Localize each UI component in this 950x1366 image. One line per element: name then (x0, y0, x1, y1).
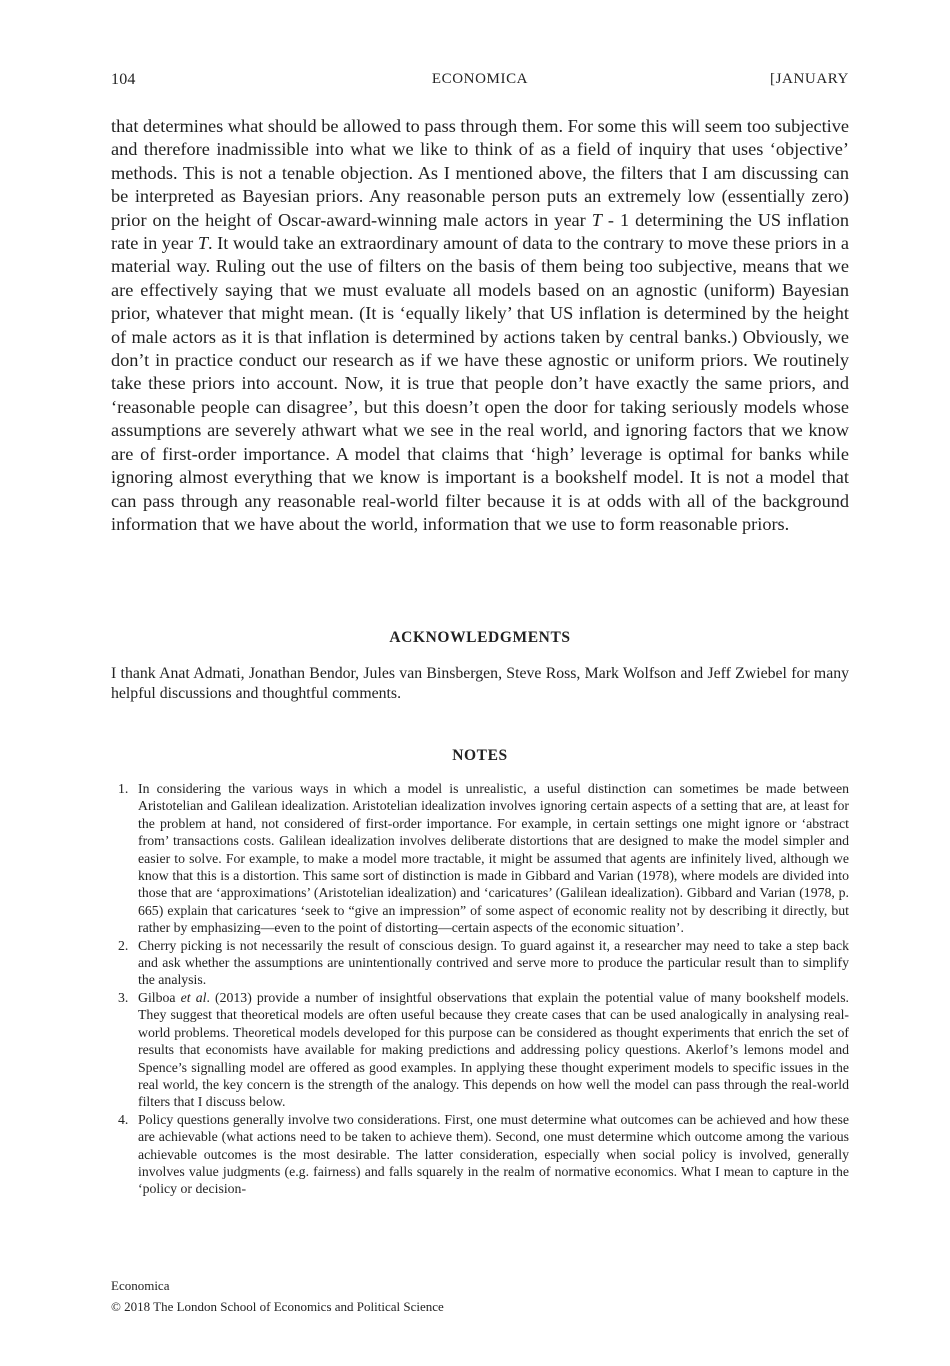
page-footer (111, 1275, 444, 1317)
issue-label: [JANUARY (770, 71, 849, 87)
acknowledgments-heading: ACKNOWLEDGMENTS (389, 629, 571, 646)
body-paragraph (111, 115, 849, 536)
body-text-part: . It would take an extraordinary amount of data to the contrary to move these priors in a material way. Ruling out the use of filters on the basis of them being too subjective, means that we are effectively saying that we must evaluate all models based on an agnostic (uniform) Bayesian prior, whatever that might mean. (It is ‘equally likely’ that US inflation is determined by the height of male actors as it is that inflation is determined by actions taken by central banks.) Obviously, we don’t in practice conduct our research as if we have these agnostic or uniform priors. We routinely take these priors into account. Now, it is true that people don’t have exactly the same priors, and ‘reasonable people can disagree’, but this doesn’t open the door for taking seriously models whose assumptions are severely athwart what we see in the real world, and ignoring factors that we know are of first-order importance. A model that claims that ‘high’ leverage is optimal for banks while ignoring almost everything that we know is important is a bookshelf model. It is not a model that can pass through any reasonable real-world filter because it is at odds with all of the background information that we have about the world, information that we use to form reasonable priors. (111, 233, 849, 534)
note-text: Cherry picking is not necessarily the result of conscious design. To guard against it, a researcher may need to take a step back and ask whether the assumptions are unintentionally contrived and serve more to produce the particular result than to simplify the analysis. (138, 937, 849, 988)
footer-journal: Economica (111, 1278, 170, 1293)
note-text: Policy questions generally involve two considerations. First, one must determine what outcomes can be achieved and how these are achievable (what actions need to be taken to achieve them). Second, one must determine which outcome among the various achievable outcomes is the most desirable. The latter consideration, especially when social policy is involved, generally involves value judgments (e.g. fairness) and falls squarely in the realm of normative economics. What I mean to capture in the ‘policy or decision- (138, 1111, 849, 1197)
body-text-part: - 1 determining the US inflation rate in year (111, 209, 850, 254)
notes-list (111, 780, 849, 1198)
journal-title: ECONOMICA (431, 71, 529, 87)
running-head (111, 71, 849, 93)
note-number: 4. (118, 1111, 129, 1127)
acknowledgments-text: I thank Anat Admati, Jonathan Bendor, Jules van Binsbergen, Steve Ross, Mark Wolfson and Jeff Zwiebel for many helpful discussions and thoughtful comments. (111, 665, 849, 702)
notes-heading: NOTES (452, 747, 508, 764)
note-text: . (2013) provide a number of insightful observations that explain the potential value of many bookshelf models. They suggest that theoretical models are often useful because they create cases that can be used analogically in analysing real-world problems. Theoretical models developed for this purpose can be considered as thought experiments that enrich the set of results that economists have available for making predictions and addressing policy questions. Akerlof’s lemons model and Spence’s signalling model are offered as good examples. In applying these thought experiment models to specific issues in the real world, the key concern is the strength of the analogy. This depends on how well the model can pass through the real-world filters that I discuss below. (138, 989, 850, 1110)
note-author: Gilboa (138, 989, 181, 1005)
note-number: 2. (118, 937, 129, 953)
note-et-al: et al (180, 989, 207, 1005)
footer-copyright: © 2018 The London School of Economics and Political Science (111, 1299, 444, 1314)
note-number: 3. (118, 989, 129, 1005)
variable-T: T (591, 209, 602, 230)
note-1 (111, 780, 849, 937)
note-number: 1. (118, 781, 129, 796)
note-text: In considering the various ways in which a model is unrealistic, a useful distinction can sometimes be made between Aristotelian and Galilean idealization. Aristotelian idealization involves ignoring certain aspects of a setting that are, at least for the problem at hand, not considered of first-order importance. For example, in certain settings one might ignore or ‘abstract from’ transactions costs. Galilean idealization involves deliberate distortions that are designed to make the model simpler and easier to solve. For example, to make a model more tractable, it might be assumed that agents are infinitely lived, although we know that this is a distortion. This same sort of distinction is made in Gibbard and Varian (1978), where models are divided into those that are ‘approximations’ (Aristotelian idealization) and ‘caricatures’ (Galilean idealization). Gibbard and Varian (1978, p. 665) explain that caricatures ‘seek to “give an impression” of some aspect of economic reality not by describing it directly, but rather by emphasizing—even to the point of distorting—certain aspects of the economic situation’. (138, 781, 849, 936)
variable-T: T (197, 233, 209, 254)
note-4 (111, 1111, 849, 1198)
page-number: 104 (111, 71, 136, 88)
note-3 (111, 989, 849, 1111)
note-2 (111, 937, 849, 989)
body-text-part: that determines what should be allowed to pass through them. For some this will seem too subjective and therefore inadmissible into what we like to think of as a field of inquiry that uses ‘objective’ methods. This is not a tenable objection. As I mentioned above, the filters that I am discussing can be interpreted as Bayesian priors. Any reasonable person puts an extremely low (essentially zero) prior on the height of Oscar-award-winning male actors in year (111, 116, 849, 230)
